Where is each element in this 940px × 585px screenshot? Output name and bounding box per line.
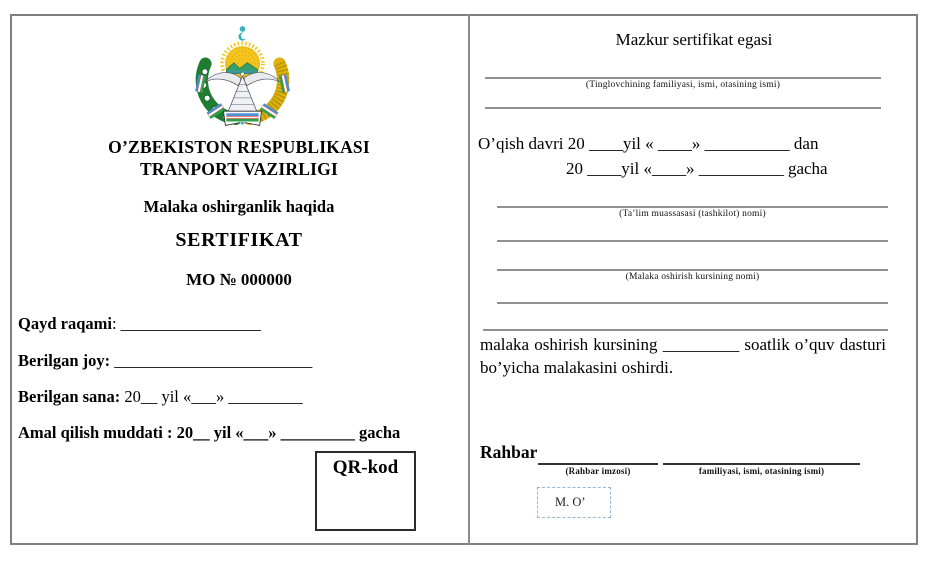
stamp-placeholder bbox=[537, 487, 611, 518]
field-validity-period bbox=[18, 423, 400, 443]
qr-code-label: QR-kod bbox=[332, 457, 399, 478]
right-panel bbox=[470, 14, 918, 545]
caption-director-signature: (Rahbar imzosi) bbox=[565, 466, 631, 476]
caption-course-name: (Malaka oshirish kursining nomi) bbox=[625, 272, 760, 282]
fill-line-institution-2 bbox=[497, 240, 888, 242]
signature-line bbox=[538, 463, 658, 465]
field-label: Berilgan sana: bbox=[18, 387, 121, 406]
serial-number: MO № 000000 bbox=[186, 270, 292, 289]
caption-institution-name: (Ta’lim muassasasi (tashkilot) nomi) bbox=[619, 209, 766, 219]
field-label: Berilgan joy: bbox=[18, 351, 111, 370]
banner bbox=[224, 111, 262, 125]
certificate-title: SERTIFIKAT bbox=[175, 229, 303, 251]
fill-line-owner-1 bbox=[485, 77, 881, 79]
ministry-name bbox=[10, 136, 468, 180]
study-period-line-2: 20 ____yil «____» __________ gacha bbox=[566, 159, 828, 178]
caption-owner-name: (Tinglovchining familiyasi, ismi, otasining ismi) bbox=[585, 80, 781, 90]
caption-director-fullname: familiyasi, ismi, otasining ismi) bbox=[698, 466, 825, 476]
fill-line-course-1 bbox=[497, 269, 888, 271]
fill-line-course-2 bbox=[497, 302, 888, 304]
director-name-line bbox=[663, 463, 860, 465]
owner-section-title: Mazkur sertifikat egasi bbox=[615, 30, 773, 49]
field-blank: ________________________ bbox=[110, 351, 313, 370]
field-issue-place bbox=[18, 351, 312, 371]
fill-line-institution-1 bbox=[497, 206, 888, 208]
study-period-block bbox=[478, 131, 828, 181]
field-registration-number bbox=[18, 314, 261, 334]
field-blank: : _________________ bbox=[111, 314, 261, 333]
fill-line-course-3 bbox=[483, 329, 888, 331]
field-blank: 20__ yil «___» _________ bbox=[120, 387, 303, 406]
stamp-label: M. O’ bbox=[555, 495, 586, 509]
director-label: Rahbar bbox=[480, 442, 538, 462]
fill-line-owner-2 bbox=[485, 107, 881, 109]
certificate-subtitle: Malaka oshirganlik haqida bbox=[143, 197, 335, 216]
qr-code-placeholder bbox=[315, 451, 416, 531]
field-label: Amal qilish muddati : 20__ yil «___» _________ gacha bbox=[18, 423, 401, 442]
left-panel bbox=[10, 14, 468, 545]
uzbekistan-coat-of-arms-icon bbox=[195, 24, 290, 130]
star-crescent bbox=[238, 26, 247, 41]
field-label: Qayd raqami bbox=[18, 314, 112, 333]
study-period-line-1: O’qish davri 20 ____yil « ____» __________ dan bbox=[478, 134, 819, 153]
ministry-line-2: TRANPORT VAZIRLIGI bbox=[140, 159, 338, 179]
field-issue-date bbox=[18, 387, 303, 407]
ministry-line-1: O’ZBEKISTON RESPUBLIKASI bbox=[108, 137, 370, 157]
completion-statement: malaka oshirish kursining _________ soatlik o’quv dasturi bo’yicha malakasini oshirdi. bbox=[480, 335, 886, 377]
